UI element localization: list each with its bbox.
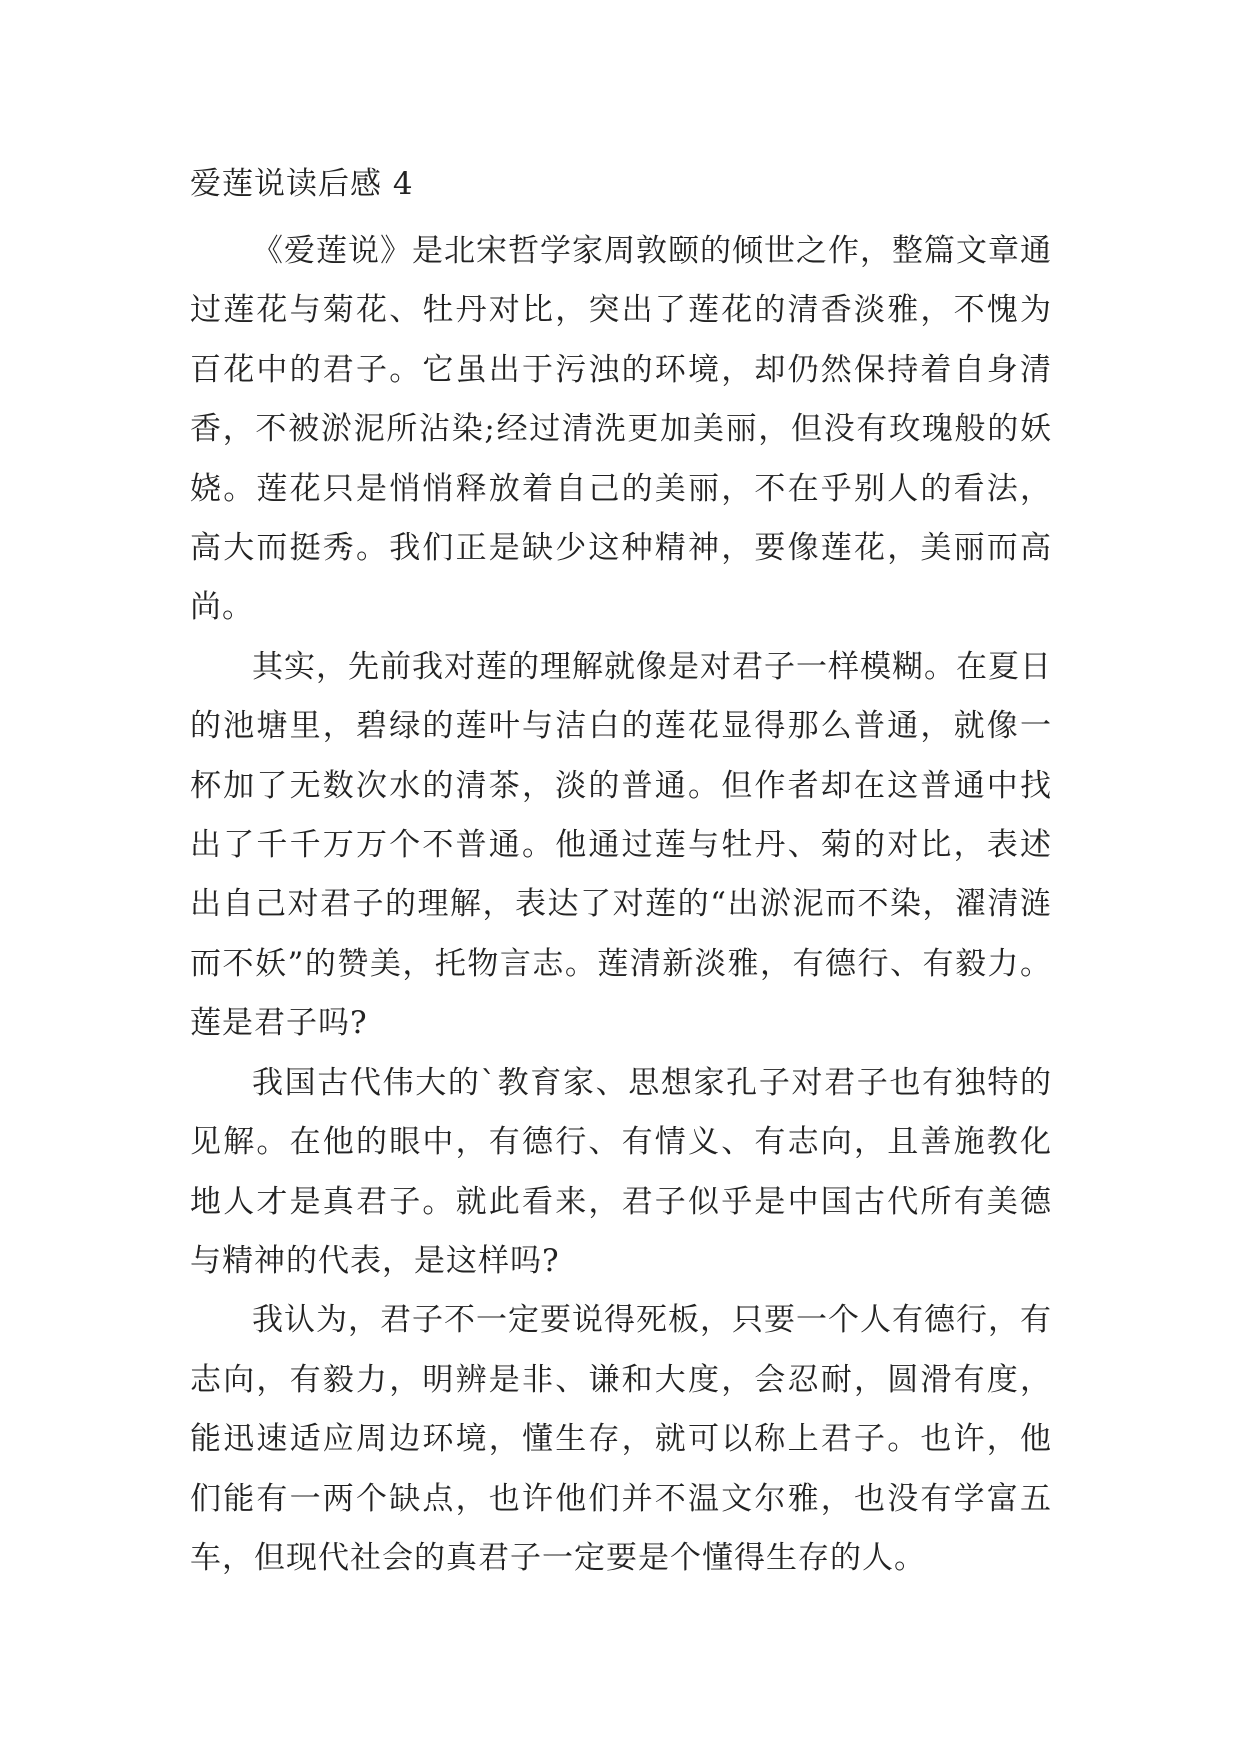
- paragraph: 《爱莲说》是北宋哲学家周敦颐的倾世之作，整篇文章通过莲花与菊花、牡丹对比，突出了莲花的清香淡雅，不愧为百花中的君子。它虽出于污浊的环境，却仍然保持着自身清香，不被淤泥所沾染;经过清洗更加美丽，但没有玫瑰般的妖娆。莲花只是悄悄释放着自己的美丽，不在乎别人的看法，高大而挺秀。我们正是缺少这种精神，要像莲花，美丽而高尚。: [190, 233, 1052, 626]
- document-body: [190, 222, 1052, 1588]
- document-title: 爱莲说读后感 4: [190, 166, 414, 202]
- paragraph: 我认为，君子不一定要说得死板，只要一个人有德行，有志向，有毅力，明辨是非、谦和大度，会忍耐，圆滑有度，能迅速适应周边环境，懂生存，就可以称上君子。也许，他们能有一两个缺点，也许他们并不温文尔雅，也没有学富五车，但现代社会的真君子一定要是个懂得生存的人。: [190, 1302, 1052, 1576]
- paragraph: 我国古代伟大的`教育家、思想家孔子对君子也有独特的见解。在他的眼中，有德行、有情义、有志向，且善施教化地人才是真君子。就此看来，君子似乎是中国古代所有美德与精神的代表，是这样吗?: [190, 1064, 1052, 1279]
- paragraph: 其实，先前我对莲的理解就像是对君子一样模糊。在夏日的池塘里，碧绿的莲叶与洁白的莲花显得那么普通，就像一杯加了无数次水的清茶，淡的普通。但作者却在这普通中找出了千千万万个不普通。他通过莲与牡丹、菊的对比，表述出自己对君子的理解，表达了对莲的“出淤泥而不染，濯清涟而不妖”的赞美，托物言志。莲清新淡雅，有德行、有毅力。莲是君子吗?: [190, 648, 1052, 1042]
